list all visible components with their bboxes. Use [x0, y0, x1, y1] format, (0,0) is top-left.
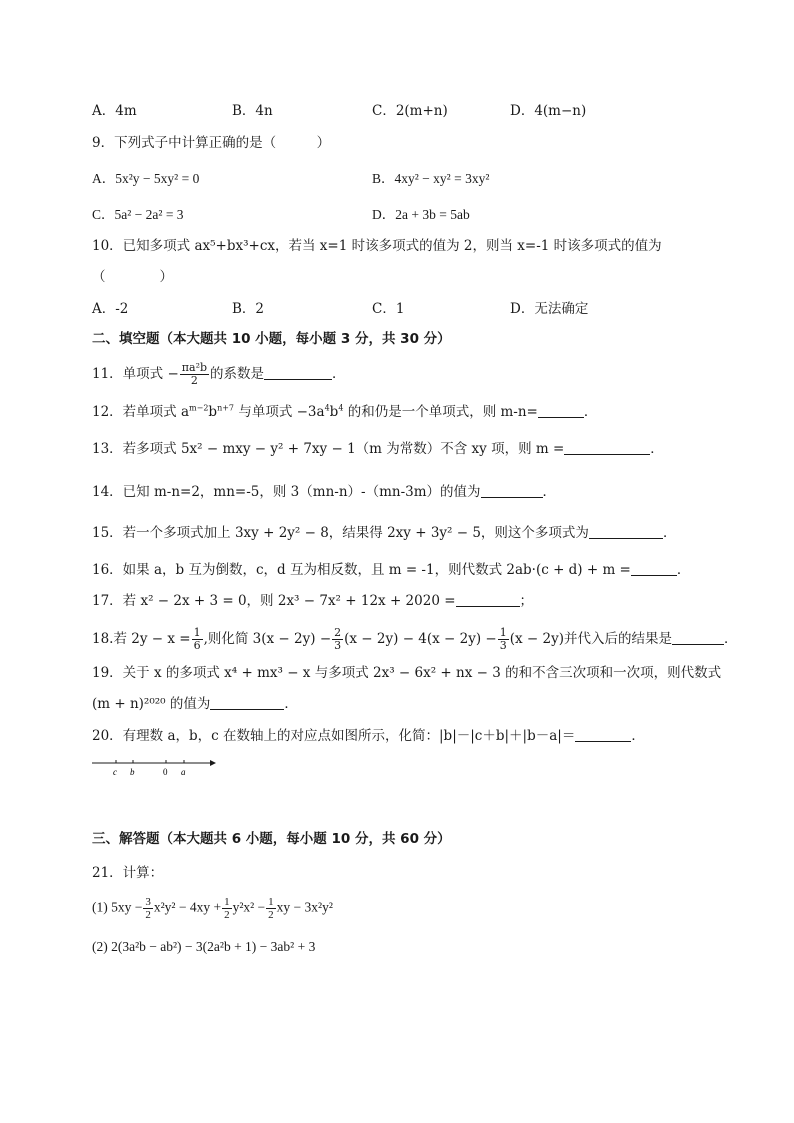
q12-exp1: m−2 — [189, 403, 209, 413]
q17-answer-blank[interactable] — [456, 594, 520, 607]
q17-pre: 17．若 x² − 2x + 3 = 0，则 2x³ − 7x² + 12x + 2020 = — [92, 593, 456, 609]
q20-pre: 20．有理数 a，b，c 在数轴上的对应点如图所示，化简：|b|－|c＋b|＋|b－a|＝ — [92, 728, 576, 744]
q21-p1-m2: y²x² − — [232, 899, 266, 915]
q18-answer-blank[interactable] — [672, 632, 724, 645]
q19-line1: 19．关于 x 的多项式 x⁴ + mx³ − x 与多项式 2x³ − 6x² + nx − 3 的和不含三次项和一次项，则代数式 — [92, 665, 722, 681]
q12-exp3: 4 — [324, 403, 330, 413]
q21-stem: 21．计算： — [92, 865, 164, 881]
q16 — [92, 561, 690, 579]
q11-answer-blank[interactable] — [264, 367, 332, 380]
q21-p1-n2: 1 — [224, 896, 230, 908]
q10-option-b: B．2 — [232, 301, 265, 317]
q21-p1-n3: 1 — [268, 896, 274, 908]
q14 — [92, 483, 556, 501]
q11-denominator: 2 — [190, 374, 198, 387]
q18-mid1: ,则化简 3(x − 2y) − — [203, 631, 332, 647]
q21-p1-m1: x²y² − 4xy + — [153, 899, 222, 915]
q11-numerator: πa²b — [181, 361, 208, 374]
q10-stem: 10．已知多项式 ax⁵+bx³+cx，若当 x=1 时该多项式的值为 2，则当 x=-1 时该多项式的值为 — [92, 238, 662, 254]
q14-end: ． — [542, 484, 557, 500]
q8-option-b: B．4n — [232, 103, 273, 119]
q21-p1-frac1 — [143, 896, 153, 921]
q17-end: ； — [519, 593, 534, 609]
q18-post: (x − 2y)并代入后的结果是 — [509, 631, 673, 647]
q11-pre: 11．单项式 − — [92, 366, 179, 382]
q18-den1: 6 — [193, 639, 201, 652]
q12-exp4: 4 — [338, 403, 344, 413]
q12-end: ． — [583, 404, 598, 420]
q12-mid1: b — [208, 404, 218, 420]
label-b: b — [130, 767, 135, 777]
q18-fraction-3 — [498, 627, 509, 652]
q14-answer-blank[interactable] — [481, 485, 543, 498]
q11-post: 的系数是 — [210, 366, 265, 382]
q18-den3: 3 — [499, 639, 507, 652]
q10-option-c: C．1 — [372, 301, 405, 317]
q16-answer-blank[interactable] — [631, 563, 677, 576]
q9-option-a: A．5x²y − 5xy² = 0 — [92, 171, 200, 186]
q12-post: 的和仍是一个单项式，则 m-n= — [343, 404, 538, 420]
q19-answer-blank[interactable] — [210, 697, 284, 710]
q21-part2: (2) 2(3a²b − ab²) − 3(2a²b + 1) − 3ab² + 3 — [92, 939, 316, 954]
q14-pre: 14．已知 m-n=2，mn=-5，则 3（mn-n）-（mn-3m）的值为 — [92, 484, 481, 500]
q9-stem: 9．下列式子中计算正确的是（ ） — [92, 135, 331, 151]
q21-p1-d3: 2 — [268, 909, 274, 921]
q8-option-d: D．4(m−n) — [510, 103, 587, 119]
q9-option-b: B．4xy² − xy² = 3xy² — [372, 171, 490, 186]
label-zero: 0 — [163, 767, 168, 777]
q21-p1-d2: 2 — [224, 909, 230, 921]
q18-end: ． — [724, 631, 738, 647]
q12-mid3: b — [329, 404, 339, 420]
q21-p1-d1: 2 — [145, 909, 151, 921]
q20 — [92, 727, 645, 745]
q20-answer-blank[interactable] — [575, 729, 631, 742]
q10-option-d: D．无法确定 — [510, 301, 589, 317]
q12-mid2: 与单项式 −3a — [234, 404, 325, 420]
q12-exp2: n+7 — [217, 403, 235, 413]
q12-pre: 12．若单项式 a — [92, 404, 190, 420]
q18-fraction-1 — [192, 627, 203, 652]
section-3-heading: 三、解答题（本大题共 6 小题，每小题 10 分，共 60 分） — [92, 831, 451, 847]
q17 — [92, 592, 533, 610]
q15-pre: 15．若一个多项式加上 3xy + 2y² − 8，结果得 2xy + 3y² − 5，则这个多项式为 — [92, 525, 589, 541]
q15 — [92, 524, 676, 542]
q11-end: ． — [332, 366, 346, 382]
q15-answer-blank[interactable] — [589, 526, 663, 539]
q18-pre: 18.若 2y − x = — [92, 631, 191, 647]
q21-p1-n1: 3 — [145, 896, 151, 908]
q21-p1-frac3 — [266, 896, 276, 921]
q18-num1: 1 — [193, 626, 201, 639]
q18-fraction-2 — [332, 627, 343, 652]
q20-end: ． — [631, 728, 645, 744]
q21-p1-pre: (1) 5xy − — [92, 899, 143, 915]
q18 — [92, 627, 738, 652]
q16-end: ． — [676, 562, 691, 578]
label-a: a — [181, 767, 186, 777]
q13-end: ． — [650, 441, 664, 457]
q12-answer-blank[interactable] — [538, 405, 584, 418]
q12 — [92, 403, 597, 421]
q13 — [92, 440, 664, 458]
q19-end: ． — [284, 696, 298, 712]
q21-p1-frac2 — [222, 896, 232, 921]
q18-num3: 1 — [499, 626, 507, 639]
q8-option-a: A．4m — [92, 103, 137, 119]
q21-part1 — [92, 896, 333, 921]
number-line-arrow — [210, 760, 216, 766]
q13-pre: 13．若多项式 5x² − mxy − y² + 7xy − 1（m 为常数）不含 xy 项，则 m = — [92, 441, 565, 457]
q18-num2: 2 — [334, 626, 342, 639]
q10-paren: （ ） — [92, 269, 173, 285]
q18-mid2: (x − 2y) − 4(x − 2y) − — [344, 631, 497, 647]
q21-p1-post: xy − 3x²y² — [276, 899, 333, 915]
q9-option-d: D．2a + 3b = 5ab — [372, 207, 470, 222]
q16-pre: 16．如果 a，b 互为倒数，c，d 互为相反数，且 m = -1，则代数式 2ab·(c + d) + m = — [92, 562, 631, 578]
q15-end: ． — [662, 525, 677, 541]
q18-den2: 3 — [334, 639, 342, 652]
q8-option-c: C．2(m+n) — [372, 103, 448, 119]
q19-line2 — [92, 695, 298, 713]
q11-fraction — [180, 362, 209, 387]
q19-line2-pre: (m + n)²⁰²⁰ 的值为 — [92, 696, 211, 712]
q13-answer-blank[interactable] — [564, 442, 650, 455]
section-2-heading: 二、填空题（本大题共 10 小题，每小题 3 分，共 30 分） — [92, 331, 451, 347]
number-line-figure — [92, 756, 222, 782]
q9-option-c: C．5a² − 2a² = 3 — [92, 207, 184, 222]
label-c: c — [113, 767, 117, 777]
q10-option-a: A．-2 — [92, 301, 129, 317]
q11 — [92, 362, 346, 387]
